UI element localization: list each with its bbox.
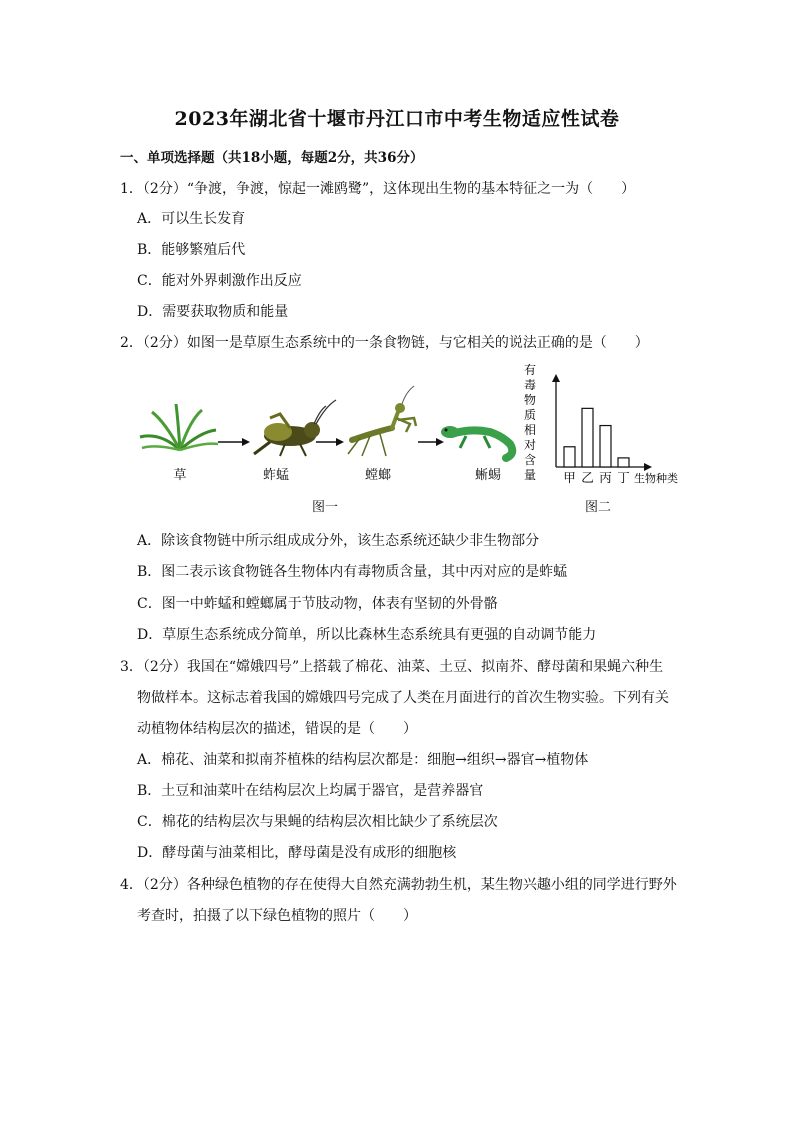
lizard-image: [441, 426, 512, 458]
arrow-icon: [316, 438, 344, 446]
question-4-stem-line1: 4．（2分）各种绿色植物的存在使得大自然充满勃勃生机，某生物兴趣小组的同学进行野外: [120, 877, 677, 893]
x-axis-label: 生物种类: [634, 472, 678, 485]
section-heading: 一、单项选择题（共18小题，每题2分，共36分）: [120, 150, 424, 166]
arrow-icon: [218, 438, 250, 446]
y-axis-label-char: 对: [523, 438, 537, 452]
page-title: 2023年湖北省十堰市丹江口市中考生物适应性试卷: [174, 108, 620, 130]
figure2-caption: 图二: [584, 500, 611, 515]
question-2-option-b: B．图二表示该食物链各生物体内有毒物质含量，其中丙对应的是蚱蜢: [137, 564, 568, 580]
question-3-stem-line3: 动植物体结构层次的描述，错误的是（ ）: [137, 721, 417, 737]
bar-甲: [564, 447, 575, 467]
figure1-caption: 图一: [311, 500, 338, 515]
question-3-option-c: C．棉花的结构层次与果蝇的结构层次相比缺少了系统层次: [137, 814, 498, 830]
x-tick-label: 丁: [617, 470, 630, 485]
organism-label-grass: 草: [173, 468, 187, 483]
x-axis-arrow: [644, 463, 652, 471]
question-1-option-d: D．需要获取物质和能量: [137, 304, 289, 320]
toxin-bar-chart: [520, 362, 690, 522]
x-tick-label: 丙: [599, 470, 612, 485]
question-2-option-c: C．图一中蚱蜢和螳螂属于节肢动物，体表有坚韧的外骨骼: [137, 596, 498, 612]
question-4-stem-line2: 考查时，拍摄了以下绿色植物的照片（ ）: [137, 908, 417, 924]
grass-image: [140, 404, 218, 450]
grasshopper-image: [254, 400, 336, 456]
organism-label-grasshopper: 蚱蜢: [262, 468, 289, 483]
bar-丁: [618, 458, 629, 467]
y-axis-label-char: 有: [523, 363, 537, 377]
question-3-option-d: D．酵母菌与油菜相比，酵母菌是没有成形的细胞核: [137, 845, 457, 861]
y-axis-label-char: 毒: [523, 378, 537, 392]
question-2-option-a: A．除该食物链中所示组成成分外，该生态系统还缺少非生物部分: [137, 533, 540, 549]
y-axis-label-char: 物: [523, 393, 537, 407]
bar-乙: [582, 408, 593, 467]
question-1-option-c: C．能对外界刺激作出反应: [137, 273, 302, 289]
y-axis-label-char: 相: [523, 423, 537, 437]
y-axis-label-char: 含: [523, 453, 537, 467]
question-1-option-a: A．可以生长发育: [137, 211, 246, 227]
y-axis-label-char: 质: [523, 408, 537, 422]
bar-丙: [600, 426, 611, 467]
question-1-option-b: B．能够繁殖后代: [137, 242, 246, 258]
question-2-option-d: D．草原生态系统成分简单，所以比森林生态系统具有更强的自动调节能力: [137, 627, 597, 643]
arrow-icon: [418, 438, 444, 446]
mantis-image: [348, 386, 416, 456]
question-3-stem-line1: 3．（2分）我国在“嫦娥四号”上搭载了棉花、油菜、土豆、拟南芥、酵母菌和果蝇六种生: [120, 659, 664, 675]
question-2-stem: 2．（2分）如图一是草原生态系统中的一条食物链，与它相关的说法正确的是（ ）: [120, 335, 649, 351]
y-axis-label-char: 量: [523, 468, 537, 482]
organism-label-mantis: 螳螂: [364, 468, 391, 483]
x-tick-label: 甲: [563, 470, 576, 485]
question-3-option-b: B．土豆和油菜叶在结构层次上均属于器官，是营养器官: [137, 783, 484, 799]
question-1-stem: 1．（2分）“争渡，争渡，惊起一滩鸥鹭”，这体现出生物的基本特征之一为（ ）: [120, 181, 636, 197]
question-3-stem-line2: 物做样本。这标志着我国的嫦娥四号完成了人类在月面进行的首次生物实验。下列有关: [137, 690, 669, 706]
organism-label-lizard: 蜥蜴: [474, 468, 501, 483]
figure-area: [130, 362, 690, 522]
y-axis-arrow: [552, 374, 560, 382]
question-3-option-a: A．棉花、油菜和拟南芥植株的结构层次都是：细胞→组织→器官→植物体: [137, 752, 589, 768]
x-tick-label: 乙: [581, 470, 594, 485]
